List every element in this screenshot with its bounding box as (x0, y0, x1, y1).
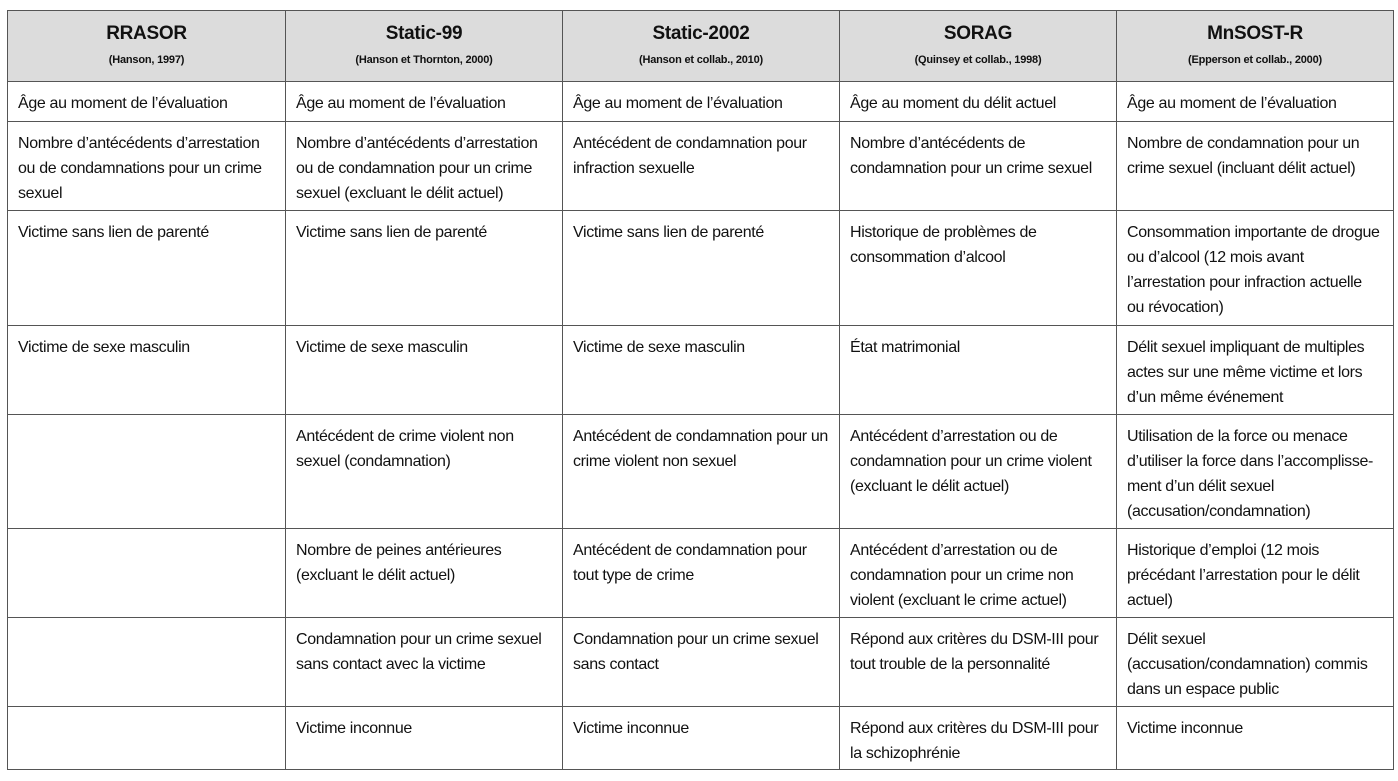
table-cell (8, 211, 286, 326)
table-cell (286, 618, 563, 707)
cell-text: Nombre d’antécédents d’arrestation ou de condamnations pour un crime sexuel (18, 135, 262, 202)
cell-text: Condamnation pour un crime sexuel sans contact (573, 631, 819, 673)
table-cell (286, 122, 563, 211)
table-row (8, 707, 1394, 770)
cell-text: Antécédent de condamnation pour tout type de crime (573, 542, 807, 584)
table-cell (1117, 82, 1394, 122)
table-cell (1117, 122, 1394, 211)
header-cell (1117, 11, 1394, 82)
table-cell (8, 326, 286, 415)
cell-text: Victime sans lien de parenté (573, 224, 764, 241)
table-cell (286, 211, 563, 326)
table-cell (840, 326, 1117, 415)
table-cell (840, 211, 1117, 326)
table-cell (8, 82, 286, 122)
table-row (8, 122, 1394, 211)
header-reference: (Hanson et Thornton, 2000) (355, 54, 493, 66)
table-cell (840, 82, 1117, 122)
cell-text: Victime inconnue (573, 720, 689, 737)
cell-text: Victime inconnue (296, 720, 412, 737)
table-cell (840, 707, 1117, 770)
table-cell (8, 122, 286, 211)
table-cell (563, 326, 840, 415)
header-cell (563, 11, 840, 82)
header-cell (840, 11, 1117, 82)
table-cell (8, 415, 286, 529)
cell-text: Délit sexuel (accusation/condamnation) commis dans un espace public (1127, 631, 1368, 698)
table-row (8, 82, 1394, 122)
cell-text: Consommation importante de drogue ou d’alcool (12 mois avant l’arrestation pour infraction actuelle ou révocation) (1127, 224, 1380, 316)
table-cell (1117, 415, 1394, 529)
table-cell (840, 122, 1117, 211)
table-row (8, 211, 1394, 326)
risk-instruments-table (7, 10, 1394, 770)
cell-text: Antécédent de crime violent non sexuel (condamnation) (296, 428, 514, 470)
cell-text: Antécédent de condamnation pour infraction sexuelle (573, 135, 807, 177)
table-cell (286, 529, 563, 618)
cell-text: Victime de sexe masculin (18, 339, 190, 356)
table-cell (840, 529, 1117, 618)
cell-text: Historique d’emploi (12 mois précédant l’arrestation pour le délit actuel) (1127, 542, 1360, 609)
table-cell (8, 618, 286, 707)
header-reference: (Hanson et collab., 2010) (639, 54, 763, 66)
header-title: MnSOST-R (1207, 23, 1303, 44)
table-cell (1117, 707, 1394, 770)
table-row (8, 618, 1394, 707)
table-cell (286, 415, 563, 529)
table-row (8, 415, 1394, 529)
cell-text: Antécédent d’arrestation ou de condamnation pour un crime non violent (excluant le crime actuel) (850, 542, 1074, 609)
table-cell (840, 618, 1117, 707)
cell-text: Victime de sexe masculin (296, 339, 468, 356)
cell-text: Antécédent d’arrestation ou de condamnation pour un crime violent (excluant le délit actuel) (850, 428, 1092, 495)
cell-text: Victime de sexe masculin (573, 339, 745, 356)
table-cell (1117, 529, 1394, 618)
table-cell (840, 415, 1117, 529)
cell-text: Nombre de condamnation pour un crime sexuel (incluant délit actuel) (1127, 135, 1360, 177)
cell-text: Historique de problèmes de consommation d’alcool (850, 224, 1037, 266)
header-cell (8, 11, 286, 82)
cell-text: Délit sexuel impliquant de multiples actes sur une même victime et lors d’un même événement (1127, 339, 1365, 406)
table-cell (563, 122, 840, 211)
table-cell (1117, 326, 1394, 415)
cell-text: Nombre de peines antérieures (excluant le délit actuel) (296, 542, 502, 584)
header-reference: (Epperson et collab., 2000) (1188, 54, 1322, 66)
cell-text: Nombre d’antécédents de condamnation pour un crime sexuel (850, 135, 1092, 177)
cell-text: Répond aux critères du DSM-III pour tout trouble de la personnalité (850, 631, 1099, 673)
cell-text: Âge au moment du délit actuel (850, 95, 1056, 112)
cell-text: Victime inconnue (1127, 720, 1243, 737)
table-cell (563, 529, 840, 618)
cell-text: Âge au moment de l’évaluation (573, 95, 783, 112)
cell-text: État matrimonial (850, 339, 960, 356)
table-cell (1117, 211, 1394, 326)
table-cell (8, 529, 286, 618)
table-cell (1117, 618, 1394, 707)
table-cell (563, 82, 840, 122)
cell-text: Âge au moment de l’évaluation (296, 95, 506, 112)
header-row (8, 11, 1394, 82)
table-cell (563, 618, 840, 707)
header-reference: (Quinsey et collab., 1998) (914, 54, 1042, 66)
table-cell (563, 415, 840, 529)
table-cell (286, 82, 563, 122)
cell-text: Nombre d’antécédents d’arrestation ou de condamnation pour un crime sexuel (excluant le délit actuel) (296, 135, 538, 202)
cell-text: Âge au moment de l’évaluation (1127, 95, 1337, 112)
cell-text: Répond aux critères du DSM-III pour la schizophrénie (850, 720, 1099, 762)
cell-text: Victime sans lien de parenté (296, 224, 487, 241)
table-cell (8, 707, 286, 770)
table-cell (286, 707, 563, 770)
cell-text: Antécédent de condamnation pour un crime violent non sexuel (573, 428, 828, 470)
header-cell (286, 11, 563, 82)
table-cell (286, 326, 563, 415)
cell-text: Âge au moment de l’évaluation (18, 95, 228, 112)
header-reference: (Hanson, 1997) (108, 54, 185, 66)
cell-text: Victime sans lien de parenté (18, 224, 209, 241)
header-title: Static-99 (385, 23, 463, 44)
cell-text: Utilisation de la force ou menace d’utiliser la force dans l’accomplisse-ment d’un délit sexuel (accusation/condamnation) (1127, 428, 1374, 520)
header-title: SORAG (943, 23, 1013, 44)
table-cell (563, 211, 840, 326)
cell-text: Condamnation pour un crime sexuel sans contact avec la victime (296, 631, 542, 673)
header-title: Static-2002 (652, 23, 750, 44)
table-cell (563, 707, 840, 770)
table-row (8, 529, 1394, 618)
table-row (8, 326, 1394, 415)
header-title: RRASOR (106, 23, 187, 44)
